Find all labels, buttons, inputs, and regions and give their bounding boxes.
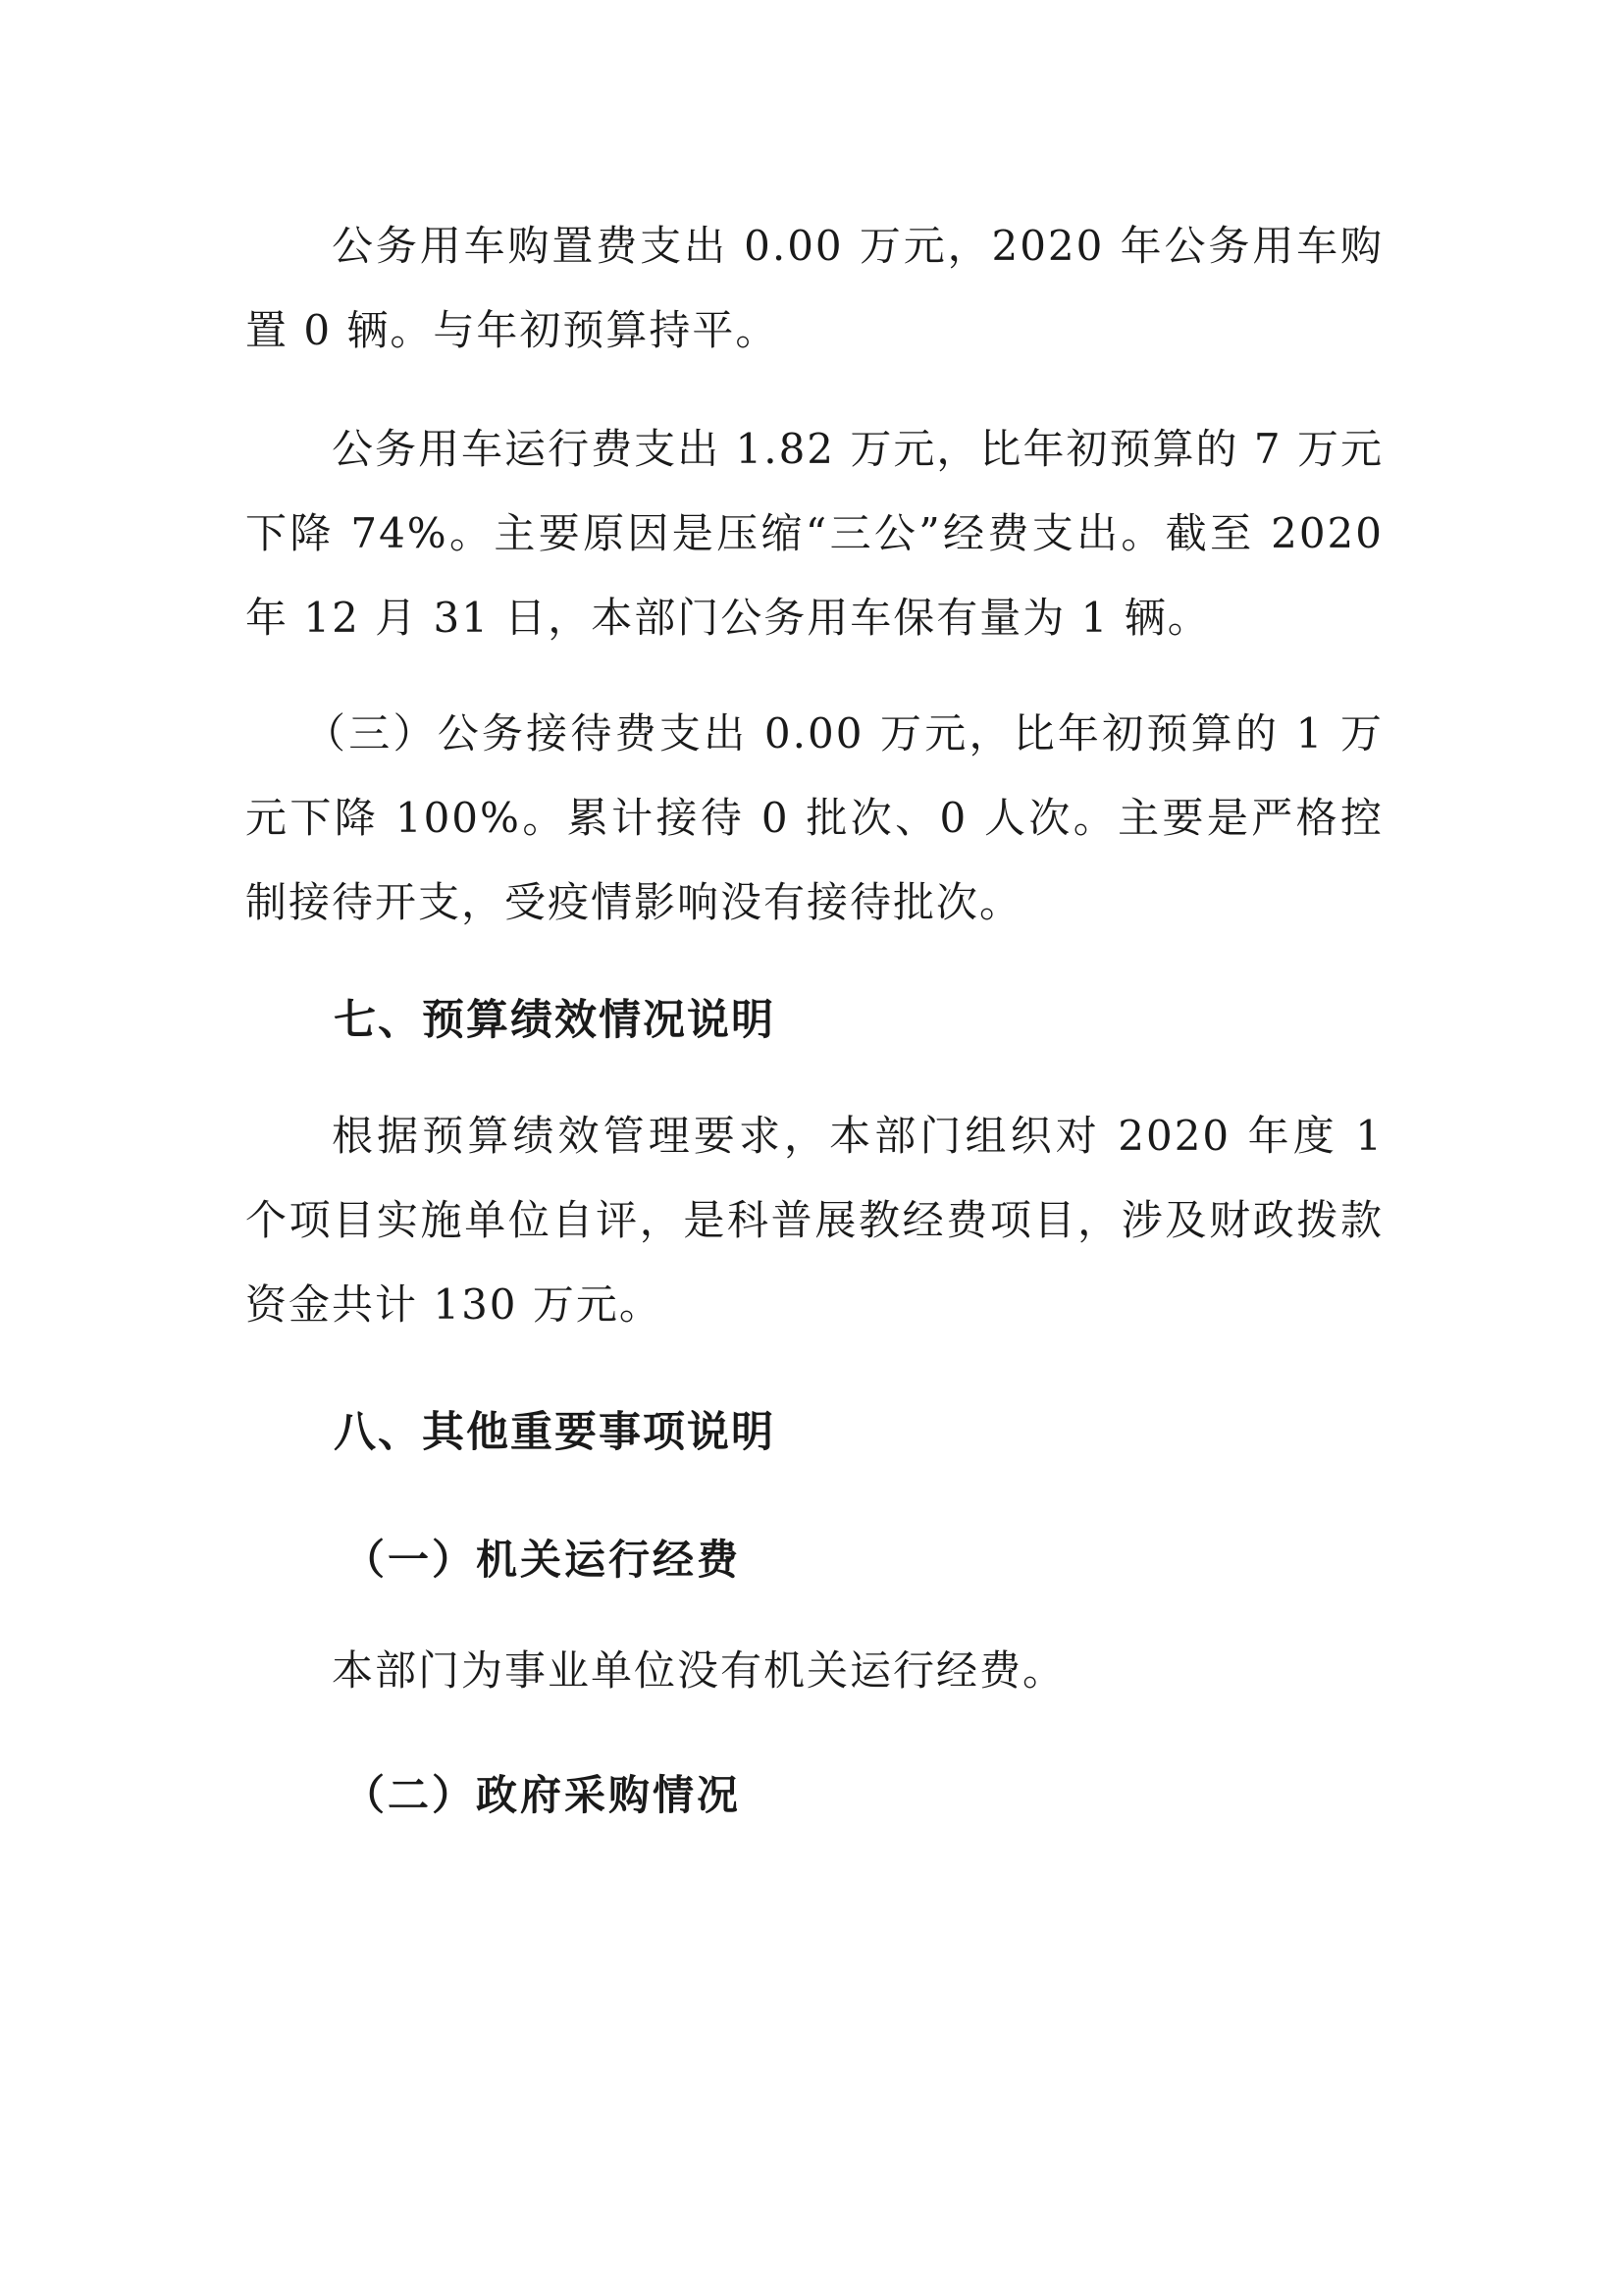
paragraph-vehicle-purchase: 公务用车购置费支出 0.00 万元，2020 年公务用车购置 0 辆。与年初预算持平。 [245, 222, 1384, 354]
subheading-operating-expenses: （一）机关运行经费 [343, 1536, 742, 1584]
section-heading-performance: 七、预算绩效情况说明 [334, 996, 775, 1045]
paragraph-official-reception: （三）公务接待费支出 0.00 万元，比年初预算的 1 万元下降 100%。累计接待 0 批次、0 人次。主要是严格控制接待开支，受疫情影响没有接待批次。 [245, 709, 1384, 926]
section-heading-other-matters: 八、其他重要事项说明 [334, 1408, 775, 1457]
paragraph-performance: 根据预算绩效管理要求，本部门组织对 2020 年度 1 个项目实施单位自评，是科普展教经费项目，涉及财政拨款资金共计 130 万元。 [245, 1112, 1384, 1329]
subheading-procurement: （二）政府采购情况 [343, 1771, 742, 1819]
paragraph-vehicle-operation: 公务用车运行费支出 1.82 万元，比年初预算的 7 万元下降 74%。主要原因是压缩“三公”经费支出。截至 2020 年 12 月 31 日，本部门公务用车保有量为 1 辆。 [245, 425, 1384, 642]
paragraph-operating-expenses: 本部门为事业单位没有机关运行经费。 [332, 1646, 1067, 1695]
